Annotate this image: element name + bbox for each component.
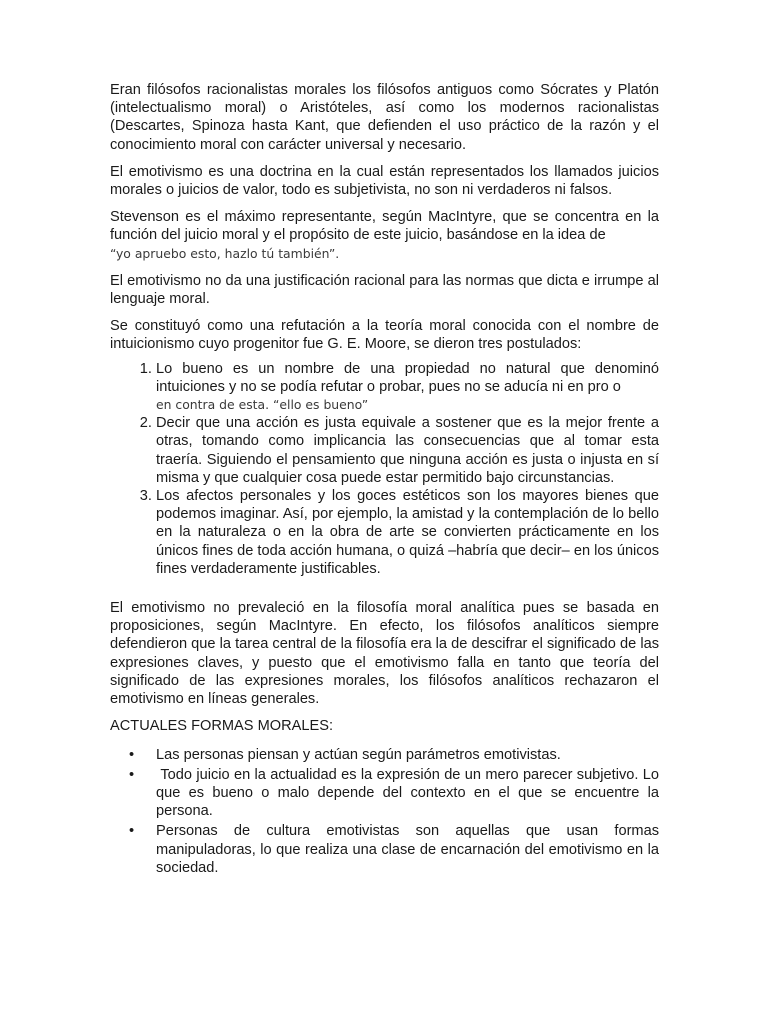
paragraph-refutacion: Se constituyó como una refutación a la teoría moral conocida con el nombre de intuicionismo cuyo progenitor fue G. E. Moore, se dieron tres postulados: — [110, 318, 659, 353]
paragraph-emotivismo-doctrina: El emotivismo es una doctrina en la cual están representados los llamados juicios morales o juicios de valor, todo es subjetivista, no son ni verdaderos ni falsos. — [110, 163, 659, 199]
spacer — [110, 578, 659, 599]
list-item — [129, 766, 664, 821]
list-item-text: Personas de cultura emotivistas son aquellas que usan formas manipuladoras, lo que realiza una clase de encarnación del emotivismo en la sociedad. — [156, 823, 659, 876]
formas-list — [110, 746, 664, 877]
document-page — [110, 81, 664, 879]
postulado-item — [156, 487, 659, 578]
postulado-text: Decir que una acción es justa equivale a sostener que es la mejor frente a otras, tomando como implicancia las consecuencias que al tomar esta traería. Siguiendo el pensamiento que ninguna acción es justa o injusta en sí misma y que cualquier cosa puede estar permitido bajo circunstancias. — [156, 415, 659, 486]
postulado-text: Los afectos personales y los goces estéticos son los mayores bienes que podemos imaginar. Así, por ejemplo, la amistad y la contemplación de lo bello en la naturaleza o en la obra de arte se convierten prácticamente en los únicos fines de toda acción humana, o quizá –habría que decir– en los únicos fines verdaderamente justificables. — [156, 488, 660, 577]
postulados-list — [110, 360, 659, 578]
bullet-icon: • — [129, 746, 135, 763]
paragraph-stevenson-text: Stevenson es el máximo representante, según MacIntyre, que se concentra en la función del juicio moral y el propósito de este juicio, basándose en la idea de — [110, 209, 659, 244]
paragraph-justificacion: El emotivismo no da una justificación racional para las normas que dicta e irrumpe al lenguaje moral. — [110, 272, 659, 308]
list-item — [129, 822, 659, 877]
paragraph-filosofia-analitica: El emotivismo no prevaleció en la filosofía moral analítica pues se basada en proposiciones, según MacIntyre. En efecto, los filósofos analíticos siempre defendieron que la tarea central de la filosofía era la de descifrar el significado de las expresiones claves, y puesto que el emotivismo falla en tanto que teoría del significado de las expresiones morales, los filósofos analíticos rechazaron el emotivismo en líneas generales. — [110, 600, 659, 708]
section-heading: ACTUALES FORMAS MORALES: — [110, 718, 334, 735]
bullet-icon: • — [129, 766, 135, 783]
paragraph-racionalistas: Eran filósofos racionalistas morales los filósofos antiguos como Sócrates y Platón (intelectualismo moral) o Aristóteles, así como los modernos racionalistas (Descartes, Spinoza hasta Kant, que defienden el uso práctico de la razón y el conocimiento moral con carácter universal y necesario. — [110, 82, 659, 153]
list-item-text: Las personas piensan y actúan según parámetros emotivistas. — [156, 746, 561, 763]
postulado-item — [156, 360, 659, 415]
postulado-text: Lo bueno es un nombre de una propiedad no natural que denominó intuiciones y no se podía refutar o probar, pues no se aducía ni en pro o — [156, 360, 659, 395]
stevenson-quote: “yo apruebo esto, hazlo tú también”. — [110, 245, 340, 261]
list-item-text: Todo juicio en la actualidad es la expresión de un mero parecer subjetivo. Lo que es bueno o malo depende del contexto en el que se encuentre la persona. — [156, 766, 664, 820]
paragraph-stevenson — [110, 208, 659, 263]
postulado-item — [156, 414, 659, 487]
postulado-quote: en contra de esta. “ello es bueno” — [156, 397, 369, 413]
bullet-icon: • — [129, 823, 135, 840]
list-item — [129, 746, 659, 764]
